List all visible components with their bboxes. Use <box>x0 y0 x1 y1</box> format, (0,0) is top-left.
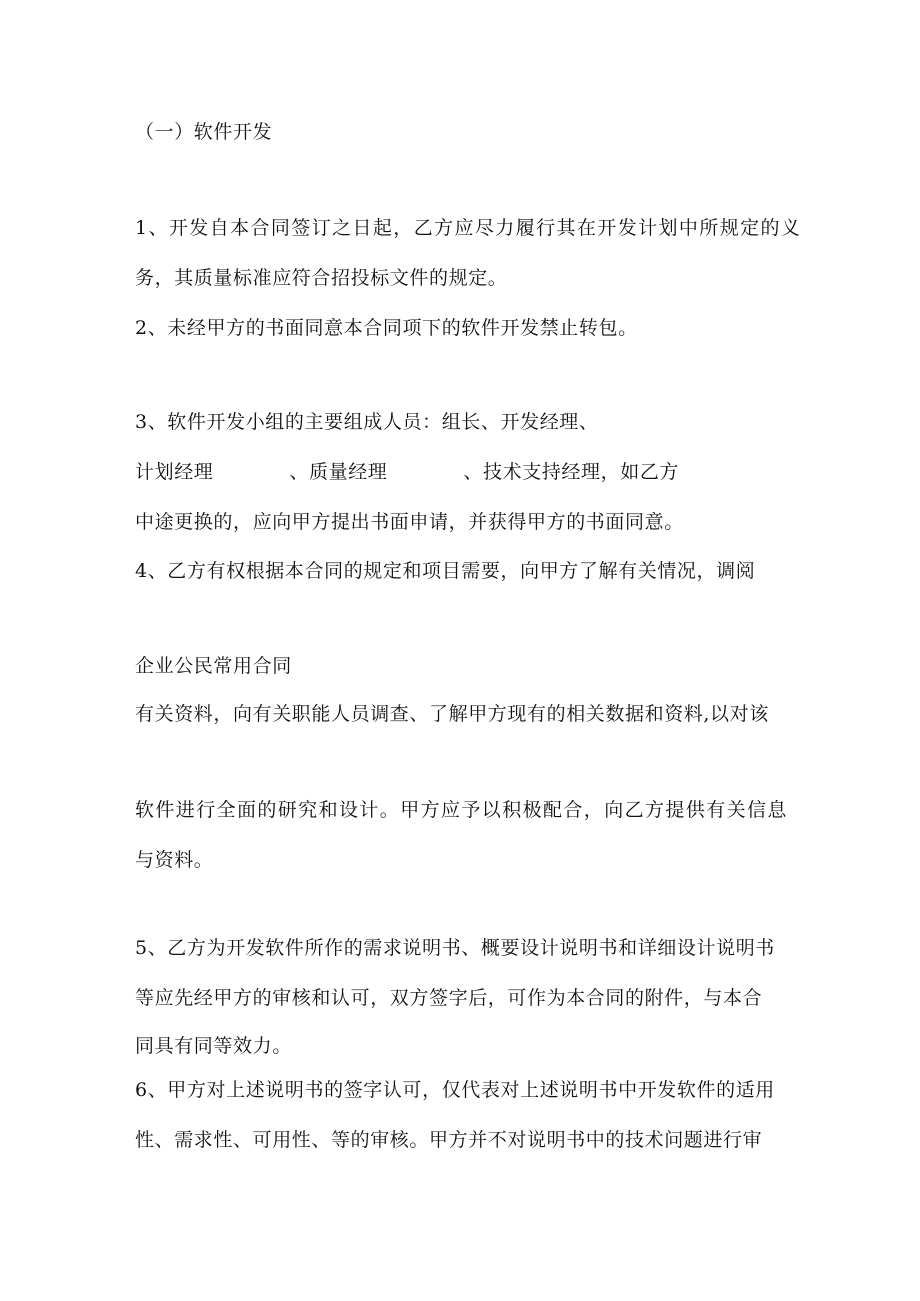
paragraph-line: 4、乙方有权根据本合同的规定和项目需要，向甲方了解有关情况，调阅 <box>135 560 756 582</box>
paragraph-line: 6、甲方对上述说明书的签字认可，仅代表对上述说明书中开发软件的适用 <box>135 1079 775 1101</box>
paragraph-line: 等应先经甲方的审核和认可，双方签字后，可作为本合同的附件，与本合 <box>135 987 763 1009</box>
paragraph-line: 1、开发自本合同签订之日起，乙方应尽力履行其在开发计划中所规定的义 <box>135 217 802 239</box>
paragraph-line: 软件进行全面的研究和设计。甲方应予以积极配合，向乙方提供有关信息 <box>135 799 788 821</box>
section-heading: （一）软件开发 <box>135 121 273 143</box>
paragraph-line: 性、需求性、可用性、等的审核。甲方并不对说明书中的技术问题进行审 <box>135 1129 763 1151</box>
paragraph-line: 务，其质量标准应符合招投标文件的规定。 <box>135 267 508 289</box>
roles-planning-manager: 计划经理 <box>135 461 214 483</box>
paragraph-line: 同具有同等效力。 <box>135 1035 292 1057</box>
paragraph-line: 与资料。 <box>135 849 214 871</box>
roles-line <box>135 458 679 486</box>
paragraph-line: 中途更换的，应向甲方提出书面申请，并获得甲方的书面同意。 <box>135 511 684 533</box>
page-header-text: 企业公民常用合同 <box>135 655 292 677</box>
paragraph-line: 3、软件开发小组的主要组成人员：组长、开发经理、 <box>135 411 599 433</box>
paragraph-line: 有关资料，向有关职能人员调查、了解甲方现有的相关数据和资料,以对该 <box>135 703 769 725</box>
roles-tech-support-manager: 、技术支持经理，如乙方 <box>463 461 680 483</box>
paragraph-line: 2、未经甲方的书面同意本合同项下的软件开发禁止转包。 <box>135 317 638 339</box>
roles-quality-manager: 、质量经理 <box>289 461 388 483</box>
paragraph-line: 5、乙方为开发软件所作的需求说明书、概要设计说明书和详细设计说明书 <box>135 937 775 959</box>
